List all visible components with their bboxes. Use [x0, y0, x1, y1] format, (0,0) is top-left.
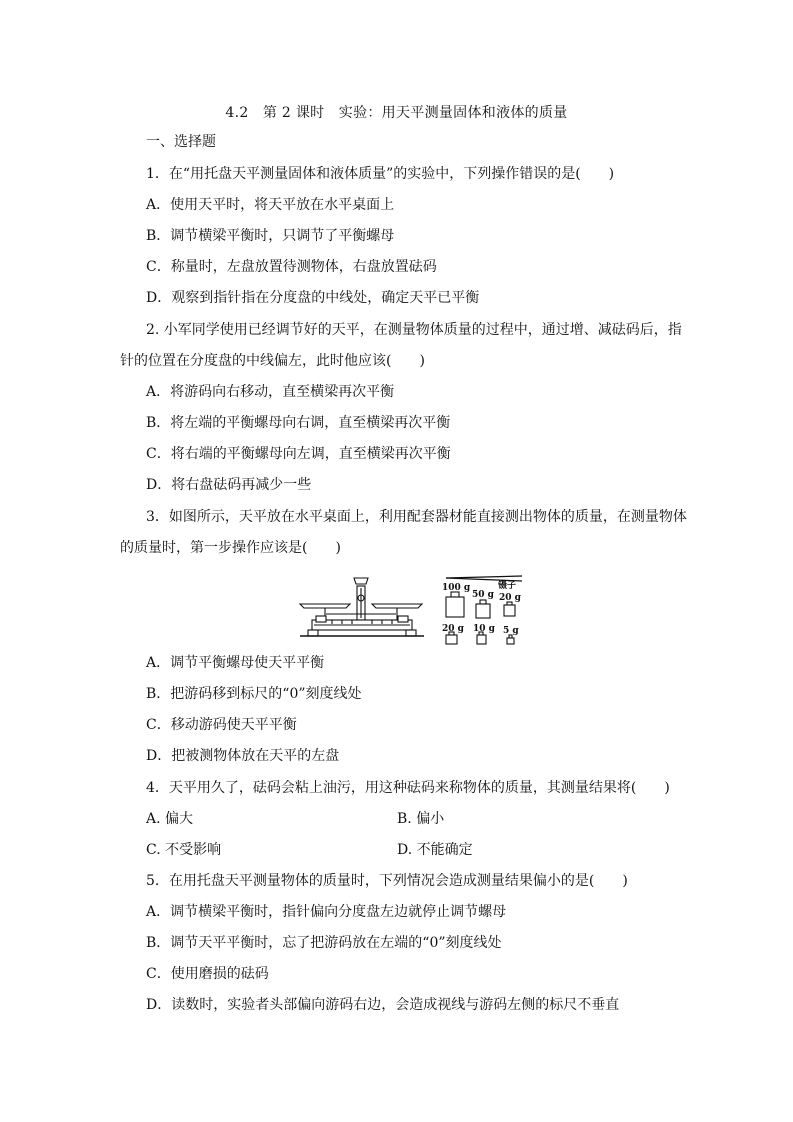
question-3-option-d: D．把被测物体放在天平的左盘	[146, 748, 340, 764]
question-2-option-a: A．将游码向右移动，直至横梁再次平衡	[146, 384, 395, 400]
section-heading: 一、选择题	[146, 134, 216, 150]
question-1-option-d: D．观察到指针指在分度盘的中线处，确定天平已平衡	[146, 290, 480, 306]
question-3-option-b: B．把游码移到标尺的“0”刻度线处	[146, 686, 362, 702]
weight-20g-top-icon	[504, 602, 515, 616]
weight-50g-icon	[476, 600, 490, 618]
question-2-option-b: B．将左端的平衡螺母向右调，直至横梁再次平衡	[146, 415, 451, 431]
question-5-option-a: A．调节横梁平衡时，指针偏向分度盘左边就停止调节螺母	[146, 904, 507, 920]
question-4-option-d: D. 不能确定	[397, 842, 473, 858]
question-1-option-b: B．调节横梁平衡时，只调节了平衡螺母	[146, 228, 395, 244]
weight-100g-icon	[446, 592, 464, 617]
question-2-option-c: C．将右端的平衡螺母向左调，直至横梁再次平衡	[146, 446, 451, 462]
page-title: 4.2 第 2 课时 实验：用天平测量固体和液体的质量	[225, 105, 568, 121]
question-2-option-d: D．将右盘砝码再减少一些	[146, 477, 312, 493]
label-20g-bottom: 20 g	[442, 624, 464, 634]
weight-5g-icon	[507, 635, 514, 644]
question-3-stem-line-2: 的质量时，第一步操作应该是( )	[120, 540, 341, 556]
label-tweezers: 镊子	[498, 581, 517, 591]
question-3-option-a: A．调节平衡螺母使天平平衡	[146, 655, 325, 671]
question-2-stem-line-1: 2. 小军同学使用已经调节好的天平，在测量物体质量的过程中，通过增、减砝码后，指	[146, 322, 682, 338]
balance-scale-drawing	[300, 578, 424, 636]
question-3-option-c: C．移动游码使天平平衡	[146, 717, 297, 733]
balance-and-weights-figure	[296, 574, 528, 646]
label-50g: 50 g	[472, 590, 494, 600]
question-1-option-a: A．使用天平时，将天平放在水平桌面上	[146, 197, 395, 213]
question-5-option-c: C．使用磨损的砝码	[146, 966, 269, 982]
question-4-option-c: C. 不受影响	[146, 842, 222, 858]
question-2-stem-line-2: 针的位置在分度盘的中线偏左，此时他应该( )	[120, 353, 425, 369]
question-3-stem-line-1: 3．如图所示，天平放在水平桌面上，利用配套器材能直接测出物体的质量，在测量物体	[146, 509, 687, 525]
question-5-option-b: B．调节天平平衡时，忘了把游码放在左端的“0”刻度线处	[146, 935, 502, 951]
label-5g: 5 g	[503, 626, 519, 636]
weight-set-drawing	[442, 576, 522, 644]
question-4-stem: 4．天平用久了，砝码会粘上油污，用这种砝码来称物体的质量，其测量结果将( )	[146, 780, 670, 796]
question-4-option-b: B. 偏小	[397, 811, 445, 827]
question-5-stem: 5．在用托盘天平测量物体的质量时，下列情况会造成测量结果偏小的是( )	[146, 873, 628, 889]
question-5-option-d: D．读数时，实验者头部偏向游码右边，会造成视线与游码左侧的标尺不垂直	[146, 997, 620, 1013]
question-1-stem: 1．在“用托盘天平测量固体和液体质量”的实验中，下列操作错误的是( )	[146, 166, 615, 182]
question-1-option-c: C．称量时，左盘放置待测物体，右盘放置砝码	[146, 259, 437, 275]
label-100g: 100 g	[442, 583, 471, 593]
label-20g-top: 20 g	[499, 593, 521, 603]
question-4-option-a: A. 偏大	[146, 811, 194, 827]
label-10g: 10 g	[473, 624, 495, 634]
